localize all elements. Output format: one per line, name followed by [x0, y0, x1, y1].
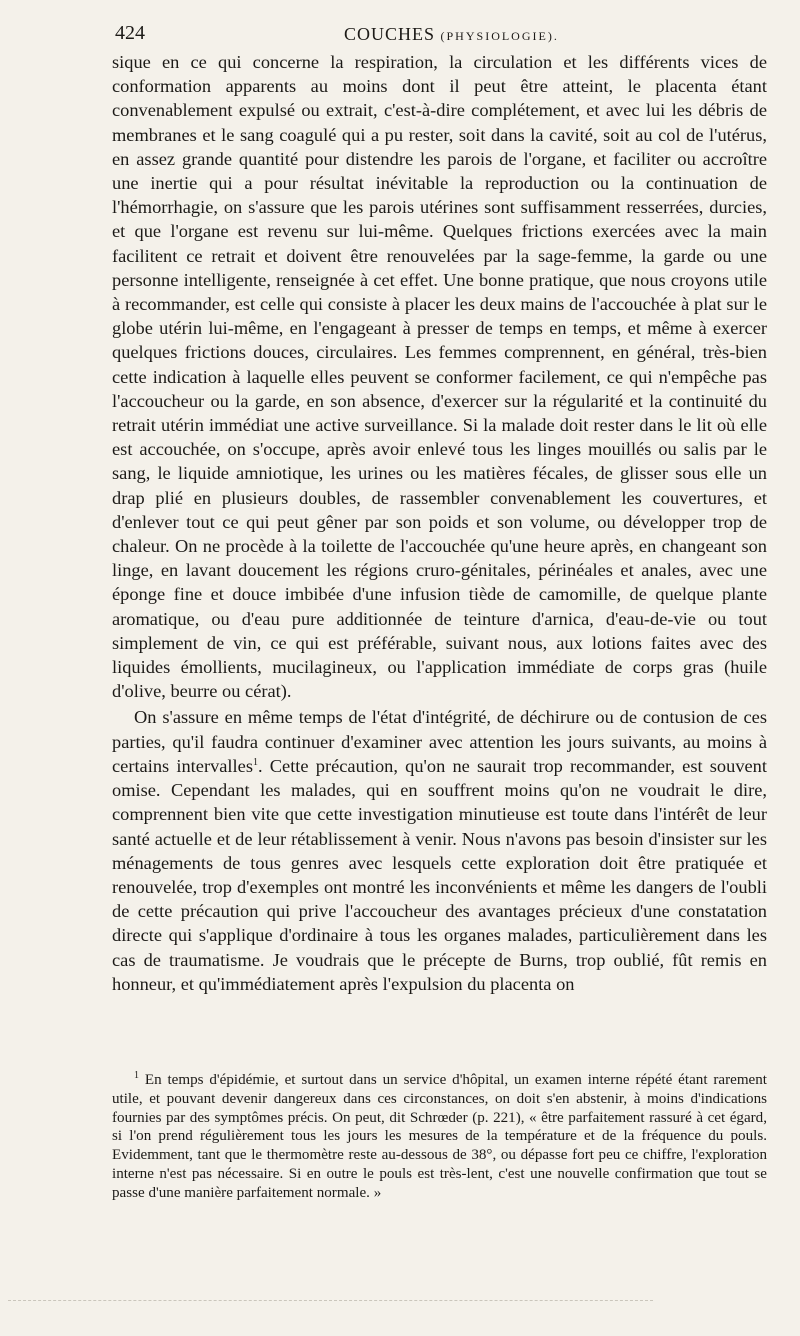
page-header [112, 0, 767, 50]
footnote-marker: 1 [134, 1069, 139, 1081]
footnotes [112, 1071, 767, 1203]
book-page [112, 0, 767, 1201]
page-bottom-rule [8, 1300, 653, 1301]
paragraph-2-text-a: On s'assure en même temps de l'état d'intégrité, de déchirure ou de contusion de ces parties, qu'il faudra continuer d'examiner avec attention les jours suivants, au moins à certains intervalles [112, 707, 767, 776]
paragraph-2-text-b: . Cette précaution, qu'on ne saurait trop recommander, est souvent omise. Cependant les malades, qui en souffrent moins qu'on ne voudrait le dire, comprennent bien vite que cette investigation minutieuse est toute dans l'intérêt de leur santé actuelle et de leur rétablissement à venir. Nous n'avons pas besoin d'insister sur les ménagements de tous genres avec lesquels cette exploration doit être pratiquée et renouvelée, trop d'exemples ont montré les inconvénients et même les dangers de l'oubli de cette précaution qui prive l'accoucheur des avantages précieux d'une constatation directe qui s'applique d'ordinaire à tous les organes malades, particulièrement dans les cas de traumatisme. Je voudrais que le précepte de Burns, trop oublié, fût remis en honneur, et qu'immédiatement après l'expulsion du placenta on [112, 755, 767, 994]
footnote-1 [112, 1071, 767, 1203]
running-subtitle: (PHYSIOLOGIE). [440, 29, 559, 43]
running-title: COUCHES [344, 24, 436, 44]
body-paragraph-2 [112, 705, 767, 995]
body-paragraph-1: sique en ce qui concerne la respiration, la circulation et les différents vices de conformation apparents au moins dont il peut être atteint, le placenta étant convenablement expulsé ou extrait, c'est-à-dire complétement, et avec lui les débris de membranes et le sang coagulé qui a pu rester, soit dans la cavité, soit au col de l'utérus, en assez grande quantité pour distendre les parois de l'organe, et faciliter ou accroître une inertie qui a pour résultat inévitable la reproduction ou la continuation de l'hémorrhagie, on s'assure que les parois utérines sont suffisamment resserrées, durcies, et que l'organe est revenu sur lui-même. Quelques frictions exercées avec la main facilitent ce retrait et doivent être renouvelées par la sage-femme, la garde ou une personne intelligente, renseignée à cet effet. Une bonne pratique, que nous croyons utile à recommander, est celle qui consiste à placer les deux mains de l'accouchée à plat sur le globe utérin lui-même, en l'engageant à presser de temps en temps, et même à exercer quelques frictions douces, circulaires. Les femmes comprennent, en général, très-bien cette indication à laquelle elles peuvent se conformer facilement, ce qui n'empêche pas l'accoucheur ou la garde, en son absence, d'exercer sur la régularité et la continuité du retrait utérin immédiat une active surveillance. Si la malade doit rester dans le lit où elle est accouchée, on s'occupe, après avoir enlevé tous les linges mouillés ou salis par le sang, le liquide amniotique, les urines ou les matières fécales, de glisser sous elle un drap plié en plusieurs doubles, de rassembler convenablement les couvertures, et d'enlever tout ce qui peut gêner par son poids et son volume, ou développer trop de chaleur. On ne procède à la toilette de l'accouchée qu'une heure après, en changeant son linge, en lavant doucement les régions cruro-génitales, périnéales et anales, avec une éponge fine et douce imbibée d'une infusion tiède de camomille, de quelque plante aromatique, ou d'eau pure additionnée de teinture d'arnica, d'eau-de-vie ou tout simplement de vin, ce qui est préférable, suivant nous, aux lotions faites avec des liquides émollients, mucilagineux, ou l'application immédiate de corps gras (huile d'olive, beurre ou cérat). [112, 52, 767, 702]
page-number: 424 [115, 22, 145, 44]
footnote-reference[interactable]: 1 [252, 756, 258, 768]
footnote-text: En temps d'épidémie, et surtout dans un service d'hôpital, un examen interne répété étant rarement utile, et pouvant devenir dangereux dans ces circonstances, on doit s'en abstenir, à moins d'indications fournies par des symptômes précis. On peut, dit Schrœder (p. 221), « être parfaitement rassuré à cet égard, si l'on prend régulièrement tous les jours les mesures de la température et de la fréquence du pouls. Evidemment, tant que le thermomètre reste au-dessous de 38°, ou dépasse fort peu ce chiffre, l'exploration interne n'est pas nécessaire. Si en outre le pouls est très-lent, c'est une nouvelle confirmation que tout se passe d'une manière parfaitement normale. » [112, 1072, 767, 1201]
running-head [344, 24, 559, 45]
